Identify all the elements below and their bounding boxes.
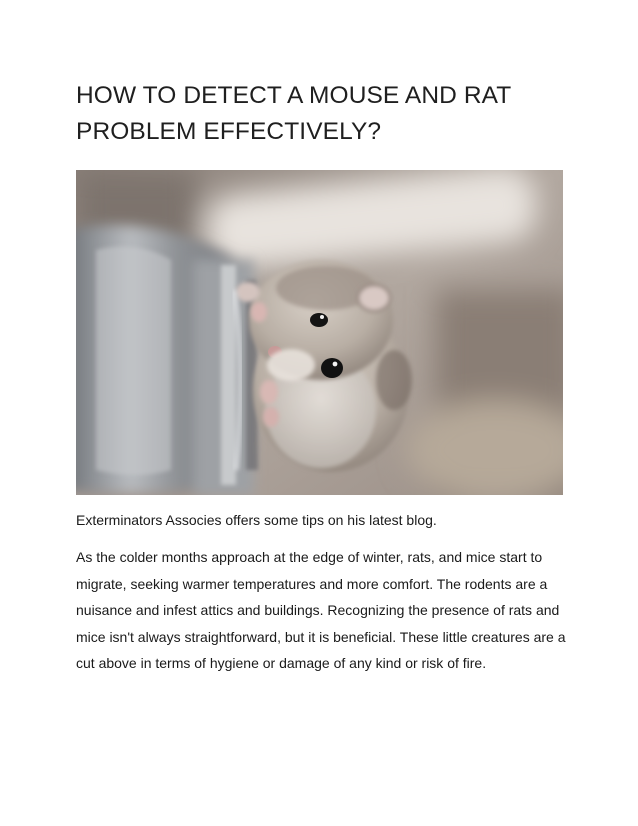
body-paragraph: As the colder months approach at the edge of winter, rats, and mice start to migrate, seeking warmer temperatures and more comfort. The rodents are a nuisance and infest attics and buildings. Recognizing the presence of rats and mice isn't always straightforward, but it is beneficial. These little creatures are a cut above in terms of hygiene or damage of any kind or risk of fire. — [76, 549, 566, 671]
intro-text: Exterminators Associes offers some tips on his latest blog. — [76, 512, 437, 528]
page-title: HOW TO DETECT A MOUSE AND RAT PROBLEM EFFECTIVELY? — [76, 82, 511, 145]
hamster-photo — [76, 170, 563, 495]
